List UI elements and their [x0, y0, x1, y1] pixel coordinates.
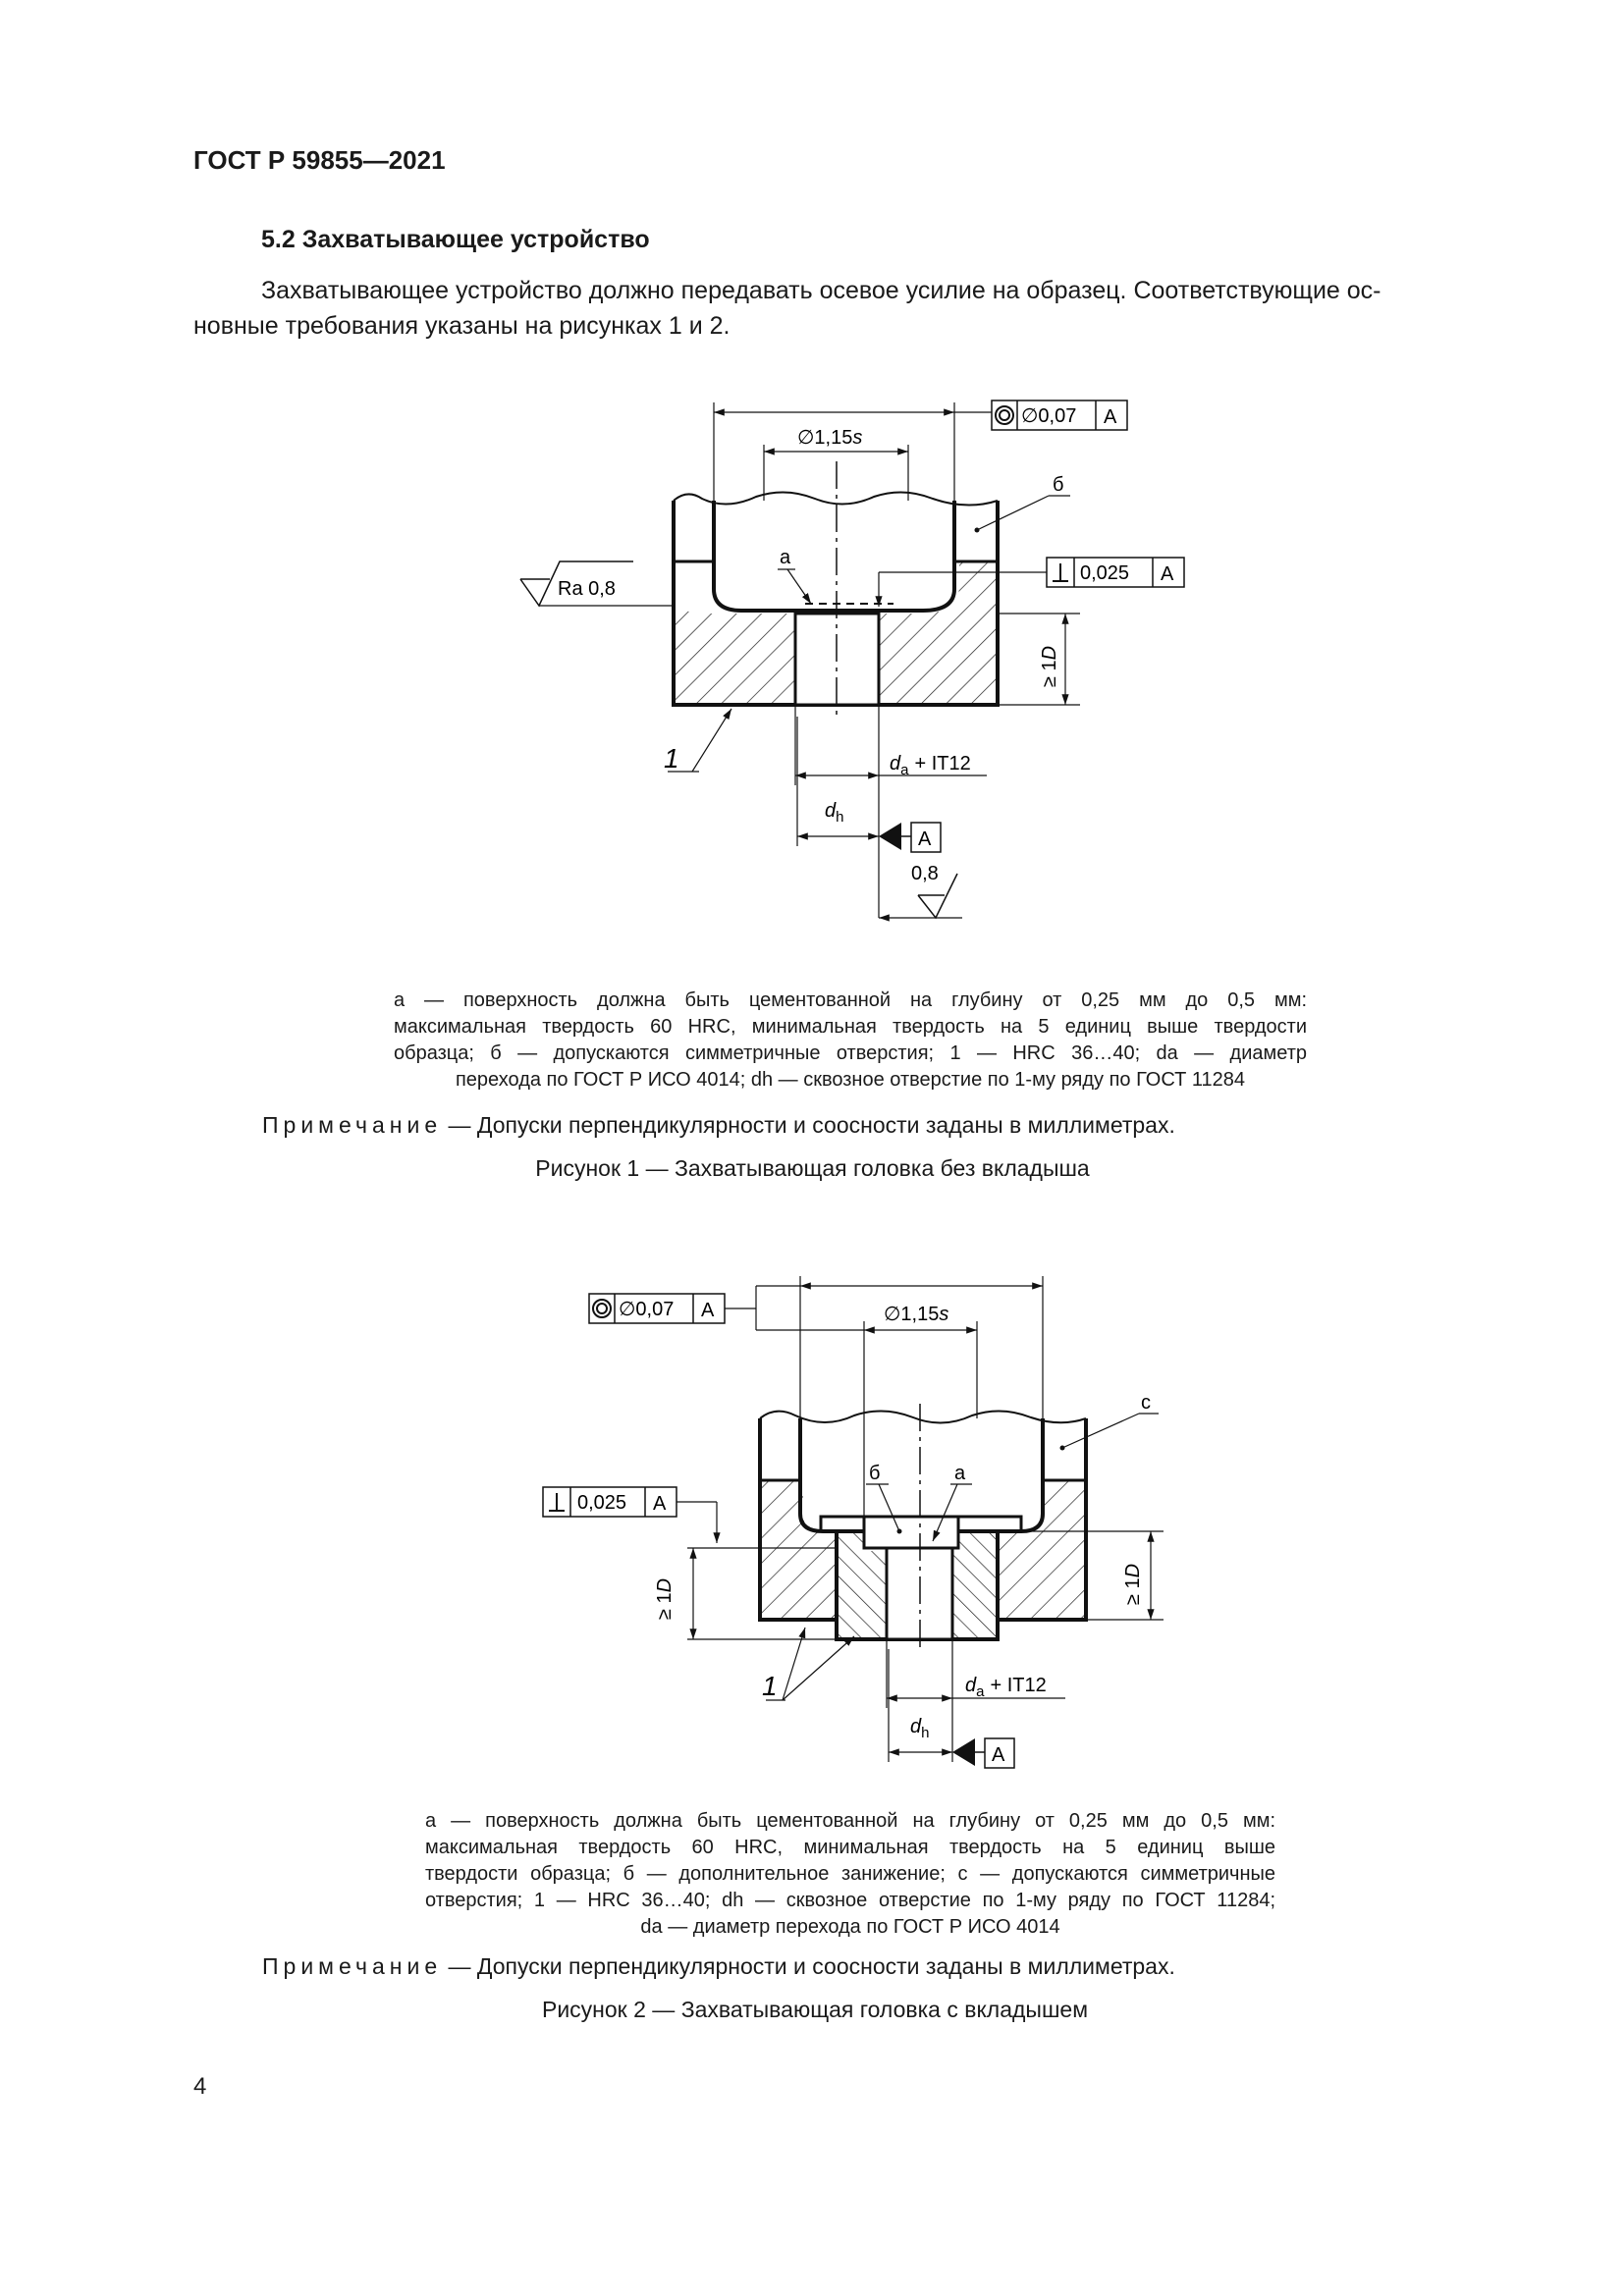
fig2-legend-line: отверстия; 1 — HRC 36…40; dh — сквозное отверстие по 1-му ряду по ГОСТ 11284;: [425, 1890, 1275, 1911]
figure-2-drawing: [535, 1261, 1164, 1772]
fig1-legend-line: перехода по ГОСТ Р ИСО 4014; dh — сквозное отверстие по 1-му ряду по ГОСТ 11284: [455, 1069, 1246, 1091]
figure-1-drawing: [491, 388, 1174, 957]
fig1-dia-label: ∅1,15s: [797, 427, 863, 449]
note-text: — Допуски перпендикулярности и соосности заданы в миллиметрах.: [442, 1112, 1175, 1138]
fig1-datum-box: A: [918, 828, 932, 850]
fig2-legend-line: максимальная твердость 60 HRC, минимальная твердость на 5 единиц выше: [425, 1837, 1275, 1858]
fig2-label-c: с: [1141, 1392, 1151, 1414]
page-number: 4: [193, 2073, 207, 2100]
fig2-label-b: б: [869, 1463, 881, 1484]
figure-2-legend: [425, 1808, 1275, 1941]
fig1-coax-datum: A: [1104, 406, 1117, 428]
datum-triangle-icon: [952, 1738, 975, 1766]
fig2-item-1: 1: [762, 1671, 778, 1701]
fig1-label-b: б: [1053, 474, 1064, 496]
intro-line-2: новные требования указаны на рисунках 1 и 2.: [193, 312, 731, 340]
fig2-perp-datum: A: [653, 1493, 667, 1515]
fig1-dh-label: $d_h$: [825, 800, 844, 826]
fig2-datum-box: A: [992, 1744, 1005, 1766]
fig1-perp-tolerance: 0,025: [1080, 562, 1130, 584]
figure-2-note: [262, 1953, 1175, 1980]
figure-1-note: [262, 1112, 1175, 1139]
fig2-label-a: а: [954, 1463, 966, 1484]
fig2-perp-tolerance: 0,025: [577, 1492, 627, 1514]
fig2-dh-label: $d_h$: [910, 1716, 930, 1741]
fig1-coax-tolerance: ∅0,07: [1021, 405, 1077, 427]
intro-paragraph: [193, 273, 1509, 344]
fig2-legend-line: твердости образца; б — дополнительное занижение; с — допускаются симметричные: [425, 1863, 1275, 1885]
figure-1-legend: [394, 988, 1307, 1094]
fig2-coax-datum: A: [701, 1300, 715, 1321]
fig1-roughness: Ra 0,8: [558, 578, 616, 600]
section-title: 5.2 Захватывающее устройство: [261, 226, 650, 253]
fig1-item-1: 1: [664, 743, 679, 774]
figure-1-caption: Рисунок 1 — Захватывающая головка без вкладыша: [535, 1155, 1090, 1181]
datum-triangle-icon: [879, 823, 901, 850]
note-text: — Допуски перпендикулярности и соосности заданы в миллиметрах.: [442, 1953, 1175, 1979]
fig2-da-label: $d_a + IT12$: [965, 1675, 1047, 1700]
document-id: ГОСТ Р 59855—2021: [193, 145, 446, 175]
fig2-dia-label: ∅1,15s: [884, 1304, 949, 1325]
fig2-length-right: ≥ 1D: [1122, 1563, 1144, 1605]
fig1-roughness-2: 0,8: [911, 863, 939, 884]
fig1-perp-datum: A: [1161, 563, 1174, 585]
figure-2-caption: Рисунок 2 — Захватывающая головка с вкладышем: [541, 1997, 1089, 2022]
fig2-length-left: ≥ 1D: [654, 1577, 676, 1620]
fig1-label-a: а: [780, 547, 791, 568]
fig1-length-label: ≥ 1D: [1039, 645, 1060, 687]
intro-line-1: Захватывающее устройство должно передавать осевое усилие на образец. Соответствующие ос-: [261, 277, 1381, 304]
fig2-legend-line: da — диаметр перехода по ГОСТ Р ИСО 4014: [640, 1916, 1060, 1938]
note-label: Примечание: [262, 1953, 443, 1979]
fig1-legend-line: а — поверхность должна быть цементованной на глубину от 0,25 мм до 0,5 мм:: [394, 989, 1307, 1011]
fig1-legend-line: максимальная твердость 60 HRC, минимальная твердость на 5 единиц выше твердости: [394, 1016, 1307, 1038]
fig2-legend-line: а — поверхность должна быть цементованной на глубину от 0,25 мм до 0,5 мм:: [425, 1810, 1275, 1832]
note-label: Примечание: [262, 1112, 443, 1138]
fig1-da-label: $d_a + IT12$: [890, 753, 971, 778]
fig2-coax-tolerance: ∅0,07: [619, 1299, 675, 1320]
fig1-legend-line: образца; б — допускаются симметричные отверстия; 1 — HRC 36…40; da — диаметр: [394, 1042, 1307, 1064]
